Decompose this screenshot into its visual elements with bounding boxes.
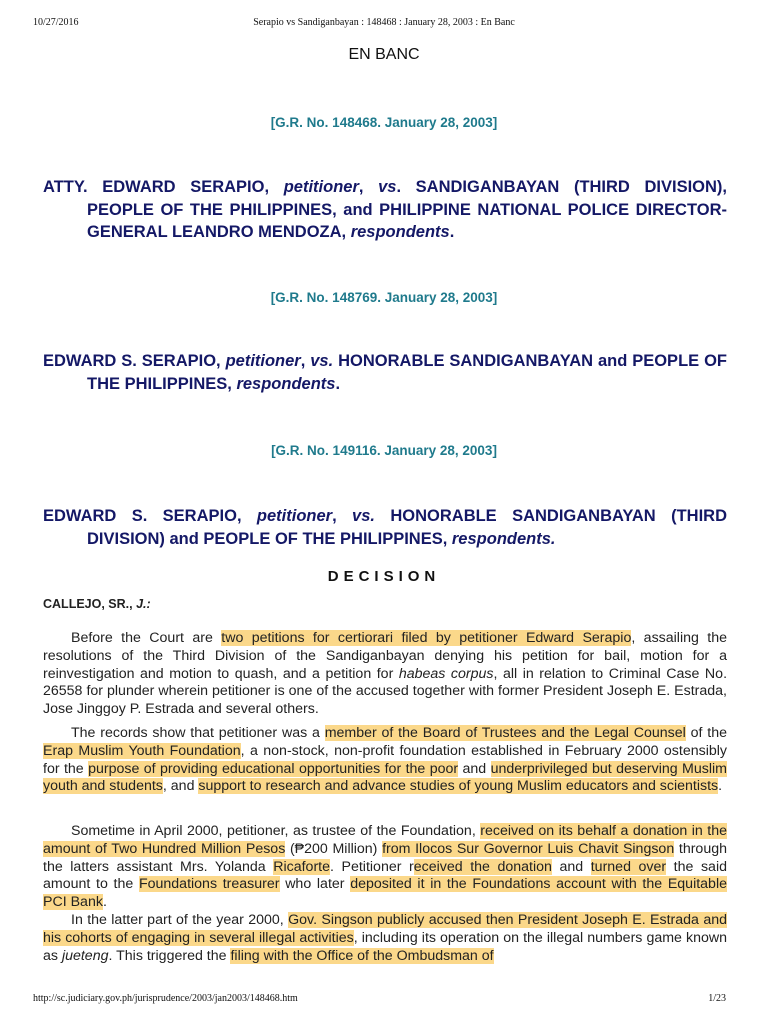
highlight: purpose of providing educational opportunities for the poor bbox=[88, 760, 459, 777]
gr-number-2: [G.R. No. 148769. January 28, 2003] bbox=[270, 290, 498, 305]
highlight: deposited it in the Foundations account with the Equitable PCI Bank bbox=[43, 876, 727, 911]
print-title: Serapio vs Sandiganbayan : 148468 : January 28, 2003 : En Banc bbox=[253, 17, 515, 28]
source-url[interactable]: http://sc.judiciary.gov.ph/jurisprudence/2003/jan2003/148468.htm bbox=[33, 993, 298, 1004]
case-parties-3: EDWARD S. SERAPIO, petitioner, vs. HONORABLE SANDIGANBAYAN (THIRD DIVISION) and PEOPLE OF THE PHILIPPINES, respondents. bbox=[43, 507, 727, 548]
highlight: eceived the donation bbox=[413, 858, 552, 875]
paragraph-1: Before the Court are two petitions for certiorari filed by petitioner Edward Serapio, assailing the resolutions of the Third Division of the Sandiganbayan denying his petition for bail, motion for a reinvestigation and motion to quash, and a petition for habeas corpus, all in relation to Criminal Case No. 26558 for plunder wherein petitioner is one of the accused together with former President Joseph E. Estrada, Jose Jinggoy P. Estrada and several others. bbox=[43, 630, 728, 718]
paragraph-4: In the latter part of the year 2000, Gov. Singson publicly accused then President Joseph E. Estrada and his cohorts of engaging in several illegal activities, including its operation on the illegal numbers game known as jueteng. This triggered the filing with the Office of the Ombudsman of bbox=[43, 912, 728, 964]
highlight: turned over bbox=[590, 858, 667, 875]
highlight: Gov. Singson publicly accused then President Joseph E. Estrada and his cohorts of engaging in several illegal activities bbox=[43, 912, 727, 946]
paragraph-3: Sometime in April 2000, petitioner, as trustee of the Foundation, received on its behalf a donation in the amount of Two Hundred Million Pesos (₱200 Million) from Ilocos Sur Governor Luis Chavit Singson through the latters assistant Mrs. Yolanda Ricaforte. Petitioner received the donation and turned over the said amount to the Foundations treasurer who later deposited it in the Foundations account with the Equitable PCI Bank. bbox=[43, 823, 727, 911]
page-number: 1/23 bbox=[708, 993, 726, 1004]
print-date: 10/27/2016 bbox=[33, 17, 79, 28]
case-parties-2: EDWARD S. SERAPIO, petitioner, vs. HONORABLE SANDIGANBAYAN and PEOPLE OF THE PHILIPPINES, respondents. bbox=[43, 352, 727, 393]
highlight: received on its behalf a donation in the amount of Two Hundred Million Pesos bbox=[43, 823, 727, 857]
gr-number-3: [G.R. No. 149116. January 28, 2003] bbox=[271, 443, 497, 458]
court-heading: EN BANC bbox=[348, 46, 420, 63]
gr-number-1: [G.R. No. 148468. January 28, 2003] bbox=[270, 115, 498, 130]
highlight: Ricaforte bbox=[273, 858, 331, 875]
highlight: filing with the Office of the Ombudsman of bbox=[230, 947, 494, 964]
decision-heading: DECISION bbox=[327, 568, 441, 585]
highlight: two petitions for certiorari filed by petitioner Edward Serapio bbox=[221, 630, 632, 646]
highlight: underprivileged but deserving Muslim youth and students bbox=[43, 760, 727, 795]
highlight: Foundations treasurer bbox=[138, 876, 280, 893]
highlight: member of the Board of Trustees and the Legal Counsel bbox=[324, 725, 686, 741]
ponente: CALLEJO, SR., J.: bbox=[43, 597, 151, 611]
highlight: support to research and advance studies of young Muslim educators and scientists bbox=[198, 778, 719, 795]
highlight: Erap Muslim Youth Foundation bbox=[43, 742, 241, 759]
paragraph-2: The records show that petitioner was a member of the Board of Trustees and the Legal Counsel of the Erap Muslim Youth Foundation, a non-stock, non-profit foundation established in February 2000 ostensibly for the purpose of providing educational opportunities for the poor and underprivileged but deserving Muslim youth and students, and support to research and advance studies of young Muslim educators and scientists. bbox=[43, 725, 727, 795]
highlight: from Ilocos Sur Governor Luis Chavit Singson bbox=[382, 840, 675, 857]
case-parties-1: ATTY. EDWARD SERAPIO, petitioner, vs. SANDIGANBAYAN (THIRD DIVISION), PEOPLE OF THE PHILIPPINES, and PHILIPPINE NATIONAL POLICE DIRECTOR-GENERAL LEANDRO MENDOZA, respondents. bbox=[43, 178, 727, 241]
